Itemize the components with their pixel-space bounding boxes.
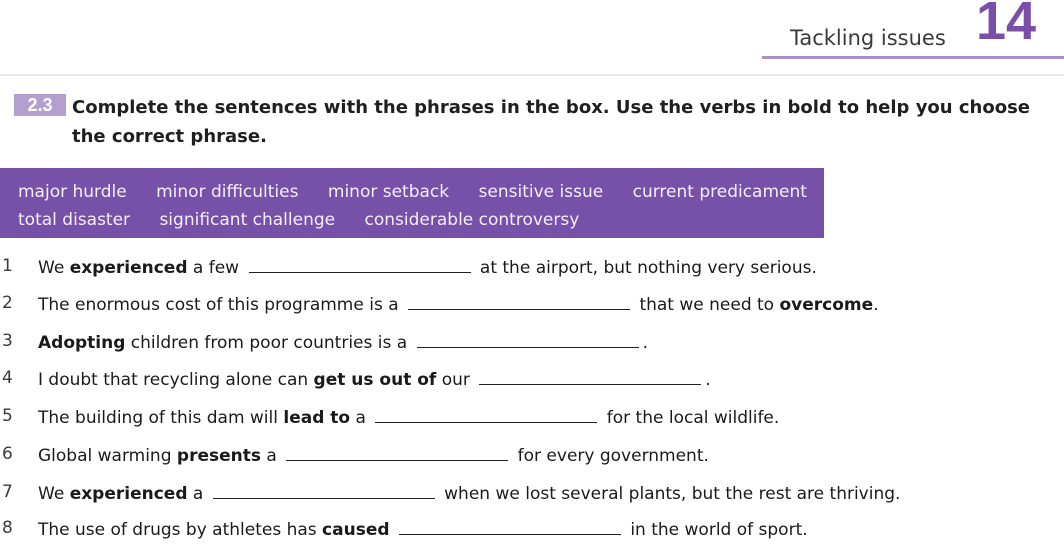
sentence-text-part: The use of drugs by athletes has xyxy=(38,520,323,540)
sentence-number: 2 xyxy=(2,293,13,313)
sentence-text-part: The building of this dam will xyxy=(38,408,284,428)
sentence-text xyxy=(38,331,648,353)
sentence-text-part: We xyxy=(38,484,70,504)
sentence-text-part: We xyxy=(38,258,70,278)
sentence-text-part: children from poor countries is a xyxy=(125,333,408,353)
sentence-number: 8 xyxy=(2,518,13,538)
sentence-text-part: . xyxy=(705,370,711,390)
phrase-row-1 xyxy=(18,182,831,202)
phrase-box xyxy=(0,168,824,238)
sentence-number: 6 xyxy=(2,444,13,464)
phrase-item: major hurdle xyxy=(18,182,127,202)
sentence-text-part: that we need to xyxy=(639,295,775,315)
sentence-number: 1 xyxy=(2,256,13,276)
bold-verb: overcome xyxy=(779,295,874,315)
sentence-text-part: at the airport, but nothing very serious. xyxy=(479,258,817,278)
bold-verb: experienced xyxy=(69,258,188,278)
phrase-item: minor difficulties xyxy=(156,182,299,202)
bold-verb: presents xyxy=(176,446,261,466)
sentence-text xyxy=(38,444,709,466)
bold-verb: Adopting xyxy=(38,333,126,353)
answer-blank[interactable] xyxy=(249,256,471,273)
phrase-item: minor setback xyxy=(327,182,450,202)
sentence-text-part: I doubt that recycling alone can xyxy=(38,370,314,390)
sentence-text-part: in the world of sport. xyxy=(630,520,808,540)
sentence-text-part: when we lost several plants, but the rest are thriving. xyxy=(444,484,901,504)
phrase-row-2 xyxy=(18,210,603,230)
sentence-text-part: Global warming xyxy=(38,446,177,466)
sentence-text xyxy=(38,482,900,504)
phrase-item: sensitive issue xyxy=(478,182,604,202)
phrase-item: significant challenge xyxy=(159,210,336,230)
sentence-text-part: a few xyxy=(187,258,240,278)
phrase-item: total disaster xyxy=(18,210,131,230)
sentence-text-part: . xyxy=(642,333,648,353)
bold-verb: get us out of xyxy=(313,370,437,390)
sentence-text-part: a xyxy=(187,484,204,504)
sentence-text-part: our xyxy=(436,370,470,390)
header-rule xyxy=(762,56,1064,59)
phrase-item: considerable controversy xyxy=(364,210,580,230)
sentence-text xyxy=(38,256,817,278)
bold-verb: caused xyxy=(322,520,390,540)
sentence-text-part: . xyxy=(873,295,879,315)
answer-blank[interactable] xyxy=(399,518,621,535)
sentence-text-part: a xyxy=(350,408,366,428)
sentence-text xyxy=(38,293,879,315)
sentence-number: 5 xyxy=(2,406,13,426)
answer-blank[interactable] xyxy=(213,482,435,499)
sentence-text-part: for every government. xyxy=(517,446,709,466)
sentence-text xyxy=(38,518,808,540)
sentence-text-part: The enormous cost of this programme is a xyxy=(38,295,399,315)
sentence-number: 4 xyxy=(2,368,13,388)
top-divider xyxy=(0,74,1064,76)
sentence-number: 7 xyxy=(2,482,13,502)
phrase-item: current predicament xyxy=(632,182,807,202)
bold-verb: experienced xyxy=(69,484,188,504)
answer-blank[interactable] xyxy=(417,331,639,348)
answer-blank[interactable] xyxy=(375,406,597,423)
answer-blank[interactable] xyxy=(479,368,701,385)
unit-number: 14 xyxy=(976,0,1037,51)
answer-blank[interactable] xyxy=(286,444,508,461)
bold-verb: lead to xyxy=(283,408,351,428)
sentence-text xyxy=(38,406,779,428)
sentence-text-part: a xyxy=(261,446,277,466)
sentence-text xyxy=(38,368,711,390)
page-header-title: Tackling issues xyxy=(790,26,946,50)
exercise-instructions: Complete the sentences with the phrases in the box. Use the verbs in bold to help you choose the correct phrase. xyxy=(72,97,1031,147)
exercise-number-badge: 2.3 xyxy=(14,94,66,116)
answer-blank[interactable] xyxy=(408,293,630,310)
sentence-text-part: for the local wildlife. xyxy=(606,408,780,428)
sentence-number: 3 xyxy=(2,331,13,351)
